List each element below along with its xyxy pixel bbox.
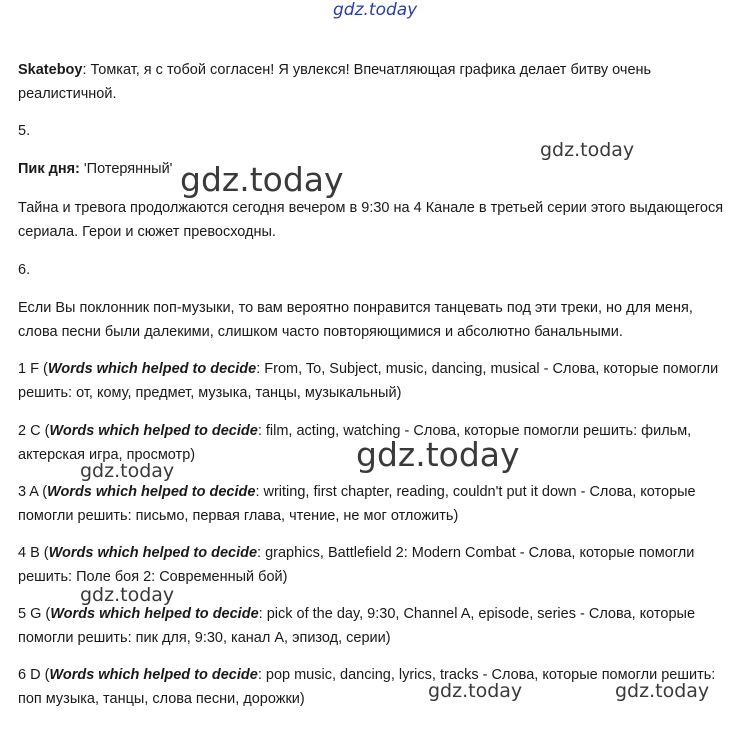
skateboy-text: : Томкат, я с тобой согласен! Я увлекся! Впечатляющая графика делает битву очень реалистичной.: [18, 62, 652, 102]
words-label: Words which helped to decide: [49, 423, 258, 439]
answer-4: [18, 541, 730, 589]
pick-description: Тайна и тревога продолжаются сегодня вечером в 9:30 на 4 Канале в третьей серии этого выдающегося сериала. Герои и сюжет превосходны.: [18, 200, 724, 240]
watermark: gdz.today: [80, 584, 175, 606]
answer-prefix: 5 G (: [18, 606, 51, 622]
section-number-6: 6.: [18, 262, 31, 278]
answer-prefix: 1 F (: [18, 361, 48, 377]
answer-3: [18, 480, 730, 528]
watermark: gdz.today: [356, 435, 520, 474]
answer-text: : pick of the day, 9:30, Channel A, episode, series - Слова, которые помогли решить: пик для, 9:30, канал А, эпизод, серии): [18, 606, 696, 646]
answer-text: : writing, first chapter, reading, couldn't put it down - Слова, которые помогли решить: письмо, первая глава, чтение, не мог отложить): [18, 484, 696, 524]
words-label: Words which helped to decide: [47, 484, 256, 500]
words-label: Words which helped to decide: [48, 545, 258, 561]
skateboy-paragraph: [18, 58, 730, 106]
answer-text: : film, acting, watching - Слова, которые помогли решить: фильм, актерская игра, просмотр): [18, 423, 692, 463]
watermark: gdz.today: [540, 139, 635, 161]
answer-prefix: 2 C (: [18, 423, 50, 439]
watermark: gdz.today: [428, 680, 523, 702]
answer-prefix: 4 B (: [18, 545, 49, 561]
answer-text: : graphics, Battlefield 2: Modern Combat - Слова, которые помогли решить: Поле боя 2: Современный бой): [18, 545, 695, 585]
answer-text: : pop music, dancing, lyrics, tracks - Слова, которые помогли решить: поп музыка, танцы, слова песни, дорожки): [18, 667, 716, 707]
answer-1: [18, 357, 730, 405]
answer-prefix: 6 D (: [18, 667, 50, 683]
words-label: Words which helped to decide: [49, 667, 258, 683]
words-label: Words which helped to decide: [50, 606, 259, 622]
section-number-5: 5.: [18, 123, 31, 139]
words-label: Words which helped to decide: [47, 361, 257, 377]
watermark: gdz.today: [80, 460, 175, 482]
watermark: gdz.today: [180, 160, 344, 199]
pick-label: Пик дня:: [18, 161, 80, 177]
speaker-name: Skateboy: [18, 62, 83, 78]
watermark-top: gdz.today: [333, 0, 418, 20]
answer-text: : From, To, Subject, music, dancing, musical - Слова, которые помогли решить: от, кому, предмет, музыка, танцы, музыкальный): [18, 361, 719, 401]
pick-title: 'Потерянный': [79, 161, 173, 177]
watermark: gdz.today: [615, 680, 710, 702]
answer-prefix: 3 A (: [18, 484, 48, 500]
pop-music-paragraph: Если Вы поклонник поп-музыки, то вам вероятно понравится танцевать под эти треки, но для меня, слова песни были далекими, слишком часто повторяющимися и абсолютно банальными.: [18, 300, 693, 340]
answer-5: [18, 602, 730, 650]
